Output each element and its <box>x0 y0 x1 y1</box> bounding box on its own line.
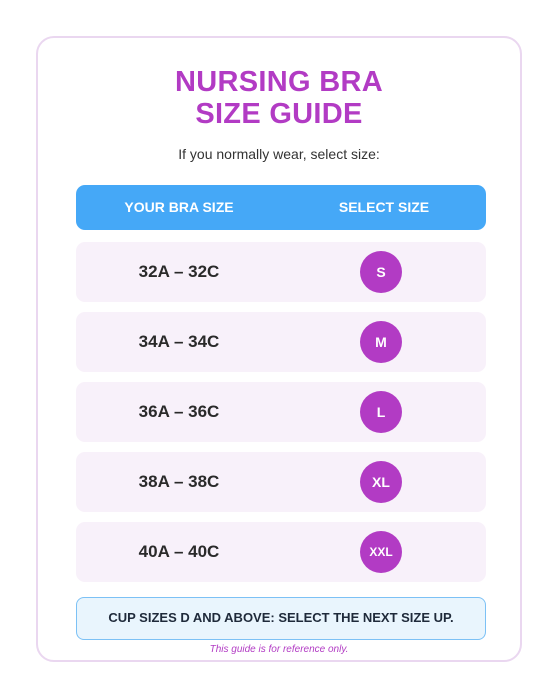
table-row <box>76 522 486 582</box>
bra-size-range: 40A – 40C <box>138 542 220 561</box>
bra-size-range: 34A – 34C <box>138 332 220 351</box>
title-line-2: SIZE GUIDE <box>195 98 363 130</box>
bra-size-range: 32A – 32C <box>138 262 220 281</box>
table-row <box>76 382 486 442</box>
table-header <box>76 185 486 230</box>
size-badge-xxl[interactable]: XXL <box>360 531 402 573</box>
table-row <box>76 242 486 302</box>
size-badge-xl[interactable]: XL <box>360 461 402 503</box>
title-line-1: NURSING BRA <box>175 66 383 98</box>
reference-disclaimer: This guide is for reference only. <box>209 644 349 655</box>
cup-size-note: CUP SIZES D AND ABOVE: SELECT THE NEXT SIZE UP. <box>76 597 486 640</box>
table-row <box>76 452 486 512</box>
size-badge-l[interactable]: L <box>360 391 402 433</box>
header-your-bra-size: YOUR BRA SIZE <box>124 199 234 215</box>
size-table <box>76 242 486 592</box>
bra-size-range: 38A – 38C <box>138 472 220 491</box>
size-guide-card <box>36 36 522 662</box>
subtitle: If you normally wear, select size: <box>178 146 380 162</box>
table-row <box>76 312 486 372</box>
page-title <box>38 66 520 130</box>
size-badge-s[interactable]: S <box>360 251 402 293</box>
size-badge-m[interactable]: M <box>360 321 402 363</box>
bra-size-range: 36A – 36C <box>138 402 220 421</box>
header-select-size: SELECT SIZE <box>338 199 430 215</box>
